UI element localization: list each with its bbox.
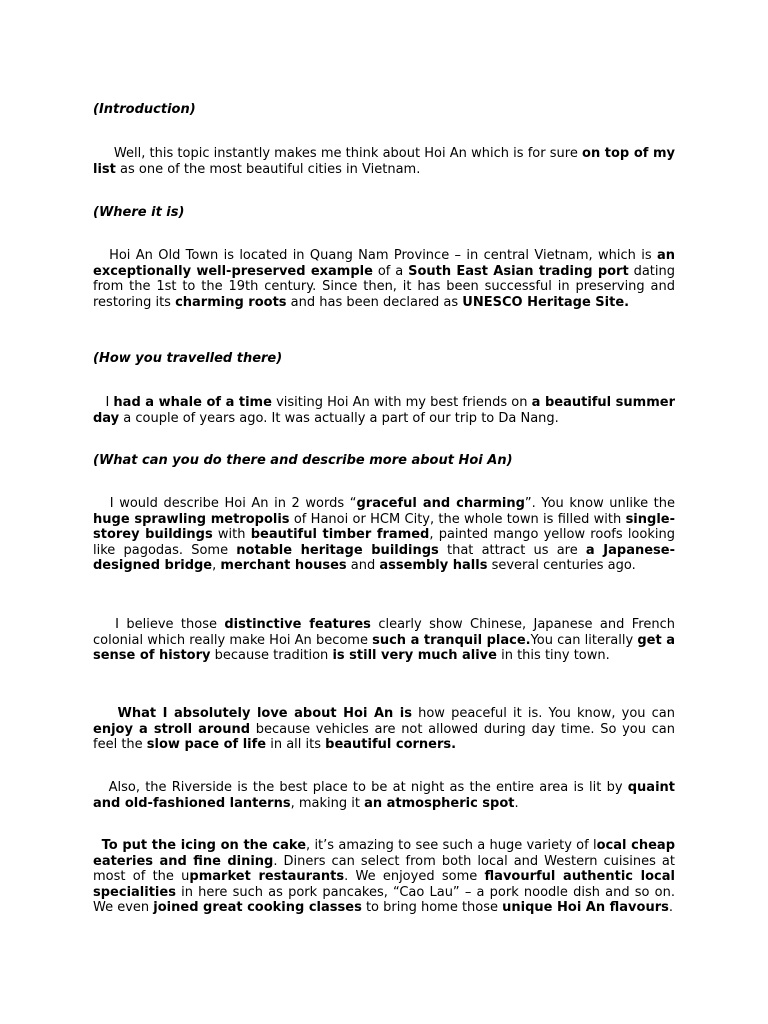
text-run: dating from the 1st to the 19th century. Since then, it has been successful in preserving and restoring its (93, 263, 675, 310)
text-run: Also, the Riverside is the best place to be at night as the entire area is lit by (108, 780, 628, 795)
text-run: . (514, 795, 519, 811)
section-heading-where-it-is: (Where it is) (93, 205, 185, 220)
text-run: of Hanoi or HCM City, the whole town is filled with (289, 511, 626, 527)
bold-phrase: is still very much alive (332, 648, 497, 664)
text-run: , it’s amazing to see such a huge variety of l (306, 838, 597, 853)
paragraph-where-it-is (93, 248, 675, 310)
bold-phrase: a Japanese-designed bridge (93, 542, 675, 574)
text-run: how peaceful it is. You know, you can (411, 706, 676, 721)
bold-phrase: merchant houses (220, 558, 347, 574)
bold-phrase: What I absolutely love about Hoi An is (117, 706, 412, 721)
text-run: I (105, 395, 114, 410)
text-run: , (212, 558, 221, 574)
bold-phrase: beautiful timber framed (250, 527, 430, 543)
paragraph-indent (93, 496, 110, 511)
text-run: a couple of years ago. It was actually a part of our trip to Da Nang. (119, 410, 559, 426)
text-run: and has been declared as (286, 294, 463, 310)
paragraph-indent (93, 395, 105, 410)
text-run: several centuries ago. (487, 558, 636, 574)
bold-phrase: pmarket restaurants (189, 869, 345, 885)
bold-phrase: unique Hoi An flavours (502, 900, 669, 916)
bold-phrase: beautiful corners. (325, 737, 457, 753)
bold-phrase: notable heritage buildings (236, 542, 439, 558)
bold-phrase: flavourful authentic local specialities (93, 869, 675, 900)
text-run: to bring home those (361, 900, 503, 916)
text-run: You can literally (530, 632, 638, 648)
bold-phrase: enjoy a stroll around (93, 721, 251, 737)
text-run: that attract us are (438, 542, 586, 558)
text-run: I believe those (115, 617, 225, 632)
text-run: because vehicles are not allowed during day time. So you can feel the (93, 721, 676, 753)
text-run: in this tiny town. (496, 648, 610, 664)
text-run: . Diners can select from both local and Western cuisines at most of the u (93, 853, 675, 885)
paragraph-indent (93, 838, 102, 853)
text-run: in all its (266, 737, 326, 753)
section-heading-introduction: (Introduction) (93, 102, 196, 117)
bold-phrase: To put the icing on the cake (101, 838, 307, 853)
paragraph-indent (93, 146, 114, 161)
paragraph-riverside (93, 780, 675, 811)
paragraph-distinctive-features (93, 617, 675, 664)
bold-phrase: huge sprawling metropolis (93, 511, 290, 527)
text-run: because tradition (210, 648, 333, 664)
bold-phrase: assembly halls (379, 558, 488, 574)
bold-phrase: an atmospheric spot (364, 795, 515, 811)
bold-phrase: South East Asian trading port (408, 263, 629, 279)
bold-phrase: such a tranquil place. (372, 632, 531, 648)
paragraph-peaceful (93, 706, 675, 753)
text-run: ”. You know unlike the (524, 496, 675, 511)
text-run: in here such as pork pancakes, “Cao Lau” – a pork noodle dish and so on. We even (93, 884, 675, 916)
bold-phrase: a beautiful summer day (93, 395, 675, 426)
bold-phrase: an exceptionally well-preserved example (93, 248, 675, 279)
text-run: and (346, 558, 380, 574)
bold-phrase: ocal cheap eateries and fine dining (93, 838, 676, 869)
paragraph-how-you-travelled (93, 395, 675, 426)
bold-phrase: UNESCO Heritage Site. (462, 294, 630, 310)
text-run: . (668, 900, 674, 916)
text-run: clearly show Chinese, Japanese and French colonial which really make Hoi An become (93, 617, 675, 648)
paragraph-indent (93, 780, 109, 795)
paragraph-icing-on-the-cake (93, 838, 675, 916)
text-run: of a (372, 263, 409, 279)
bold-phrase: joined great cooking classes (153, 900, 362, 916)
bold-phrase: get a sense of history (93, 632, 675, 664)
bold-phrase: quaint and old-fashioned lanterns (93, 780, 675, 811)
paragraph-indent (93, 706, 118, 721)
text-run: Hoi An Old Town is located in Quang Nam Province – in central Vietnam, which is (109, 248, 657, 263)
section-heading-what-can-you-do: (What can you do there and describe more about Hoi An) (93, 453, 513, 468)
bold-phrase: on top of my list (93, 146, 675, 177)
paragraph-indent (93, 617, 115, 632)
text-run: I would describe Hoi An in 2 words “ (109, 496, 357, 511)
paragraph-graceful-and-charming (93, 496, 675, 574)
text-run: . We enjoyed some (344, 869, 485, 885)
bold-phrase: distinctive features (224, 617, 371, 632)
bold-phrase: had a whale of a time (113, 395, 272, 410)
bold-phrase: charming roots (175, 294, 287, 310)
text-run: , painted mango yellow roofs looking like pagodas. Some (93, 527, 675, 558)
text-run: , making it (290, 795, 365, 811)
bold-phrase: single-storey buildings (93, 511, 675, 543)
text-run: visiting Hoi An with my best friends on (271, 395, 532, 410)
text-run: as one of the most beautiful cities in Vietnam. (115, 161, 421, 177)
bold-phrase: graceful and charming (356, 496, 525, 511)
text-run: with (212, 527, 251, 543)
paragraph-introduction (93, 146, 675, 177)
paragraph-indent (93, 248, 109, 263)
bold-phrase: slow pace of life (146, 737, 267, 753)
text-run: Well, this topic instantly makes me think about Hoi An which is for sure (113, 146, 583, 161)
section-heading-how-you-travelled: (How you travelled there) (93, 351, 283, 366)
